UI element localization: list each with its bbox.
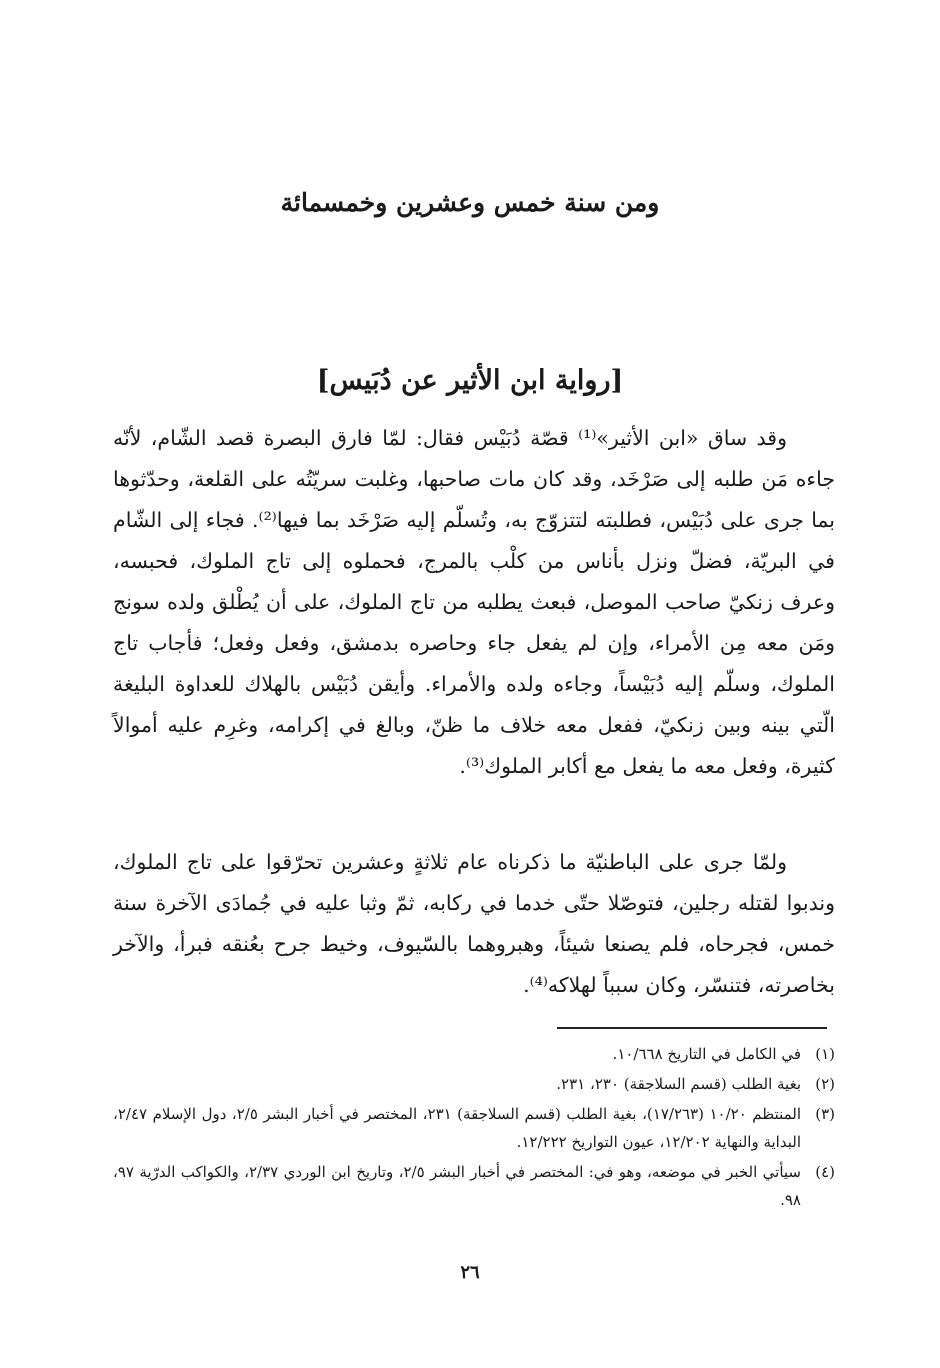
section-heading: [رواية ابن الأثير عن دُبَيس] [316, 365, 624, 396]
footnote-1 [113, 1040, 835, 1068]
paragraph-1 [113, 418, 835, 787]
footnote-2 [113, 1070, 835, 1098]
footnote-4 [113, 1158, 835, 1214]
paragraph-2 [113, 842, 835, 1006]
paragraph-text: ولمّا جرى على الباطنيّة ما ذكرناه عام ثلاثةٍ وعشرين تحرّقوا على تاج الملوك، وندبوا لقتله رجلين، فتوصّلا حتّى خدما في ركابه، ثمّ وثبا عليه في جُمادَى الآخرة سنة خمس، فجرحاه، فلم يصنعا شيئاً، وهبروهما بالسّيوف، وخيط جرح بعُنقه فبرأ، والآخر بخاصرته، فتنسّر، وكان سبباً لهلاكه⁽⁴⁾. [113, 850, 835, 997]
footnote-number: (٣) [815, 1105, 835, 1123]
page-number: ٢٦ [460, 1262, 480, 1283]
footnote-number: (٢) [815, 1075, 835, 1093]
footnote-number: (٤) [815, 1163, 835, 1181]
footnote-number: (١) [815, 1045, 835, 1063]
footnote-text: في الكامل في التاريخ ١٠/٦٦٨. [612, 1045, 801, 1063]
footnote-text: المنتظم ١٠/٢٠ (١٧/٢٦٣)، بغية الطلب (قسم السلاجقة) ٢٣١، المختصر في أخبار البشر ٢/٥، دول الإسلام ٢/٤٧، البداية والنهاية ١٢/٢٠٢، عيون التواريخ ١٢/٢٢٢. [113, 1105, 802, 1151]
footnote-text: بغية الطلب (قسم السلاجقة) ٢٣٠، ٢٣١. [556, 1075, 801, 1093]
footnote-text: سيأتي الخبر في موضعه، وهو في: المختصر في أخبار البشر ٢/٥، وتاريخ ابن الوردي ٢/٣٧، والكواكب الدرّية ٩٧، ٩٨. [113, 1163, 801, 1209]
footnotes [113, 1040, 835, 1216]
footnote-separator [557, 1027, 827, 1029]
chapter-title: ومن سنة خمس وعشرين وخمسمائة [280, 188, 660, 217]
paragraph-text: وقد ساق «ابن الأثير»⁽¹⁾ قصّة دُبَيْس فقال: لمّا فارق البصرة قصد الشّام، لأنّه جاءه مَن طلبه إلى صَرْخَد، وقد كان مات صاحبها، وغلبت سريّتُه على القلعة، وحدّثوها بما جرى على دُبَيْس، فطلبته لتتزوّج به، وتُسلّم إليه صَرْخَد بما فيها⁽²⁾. فجاء إلى الشّام في البريّة، فضلّ ونزل بأناس من كلْب بالمرج، فحملوه إلى تاج الملوك، فحبسه، وعرف زنكيّ صاحب الموصل، فبعث يطلبه من تاج الملوك، على أن يُطْلق ولده سونج ومَن معه مِن الأمراء، وإن لم يفعل جاء وحاصره بدمشق، وفعل وفعل؛ فأجاب تاج الملوك، وسلّم إليه دُبَيْساً، وجاءه ولده والأمراء. وأيقن دُبَيْس بالهلاك للعداوة البليغة الّتي بينه وبين زنكيّ، ففعل معه خلاف ما ظنّ، وبالغ في إكرامه، وغرِم عليه أموالاً كثيرة، وفعل معه ما يفعل مع أكابر الملوك⁽³⁾. [113, 426, 835, 778]
footnote-3 [113, 1100, 835, 1156]
